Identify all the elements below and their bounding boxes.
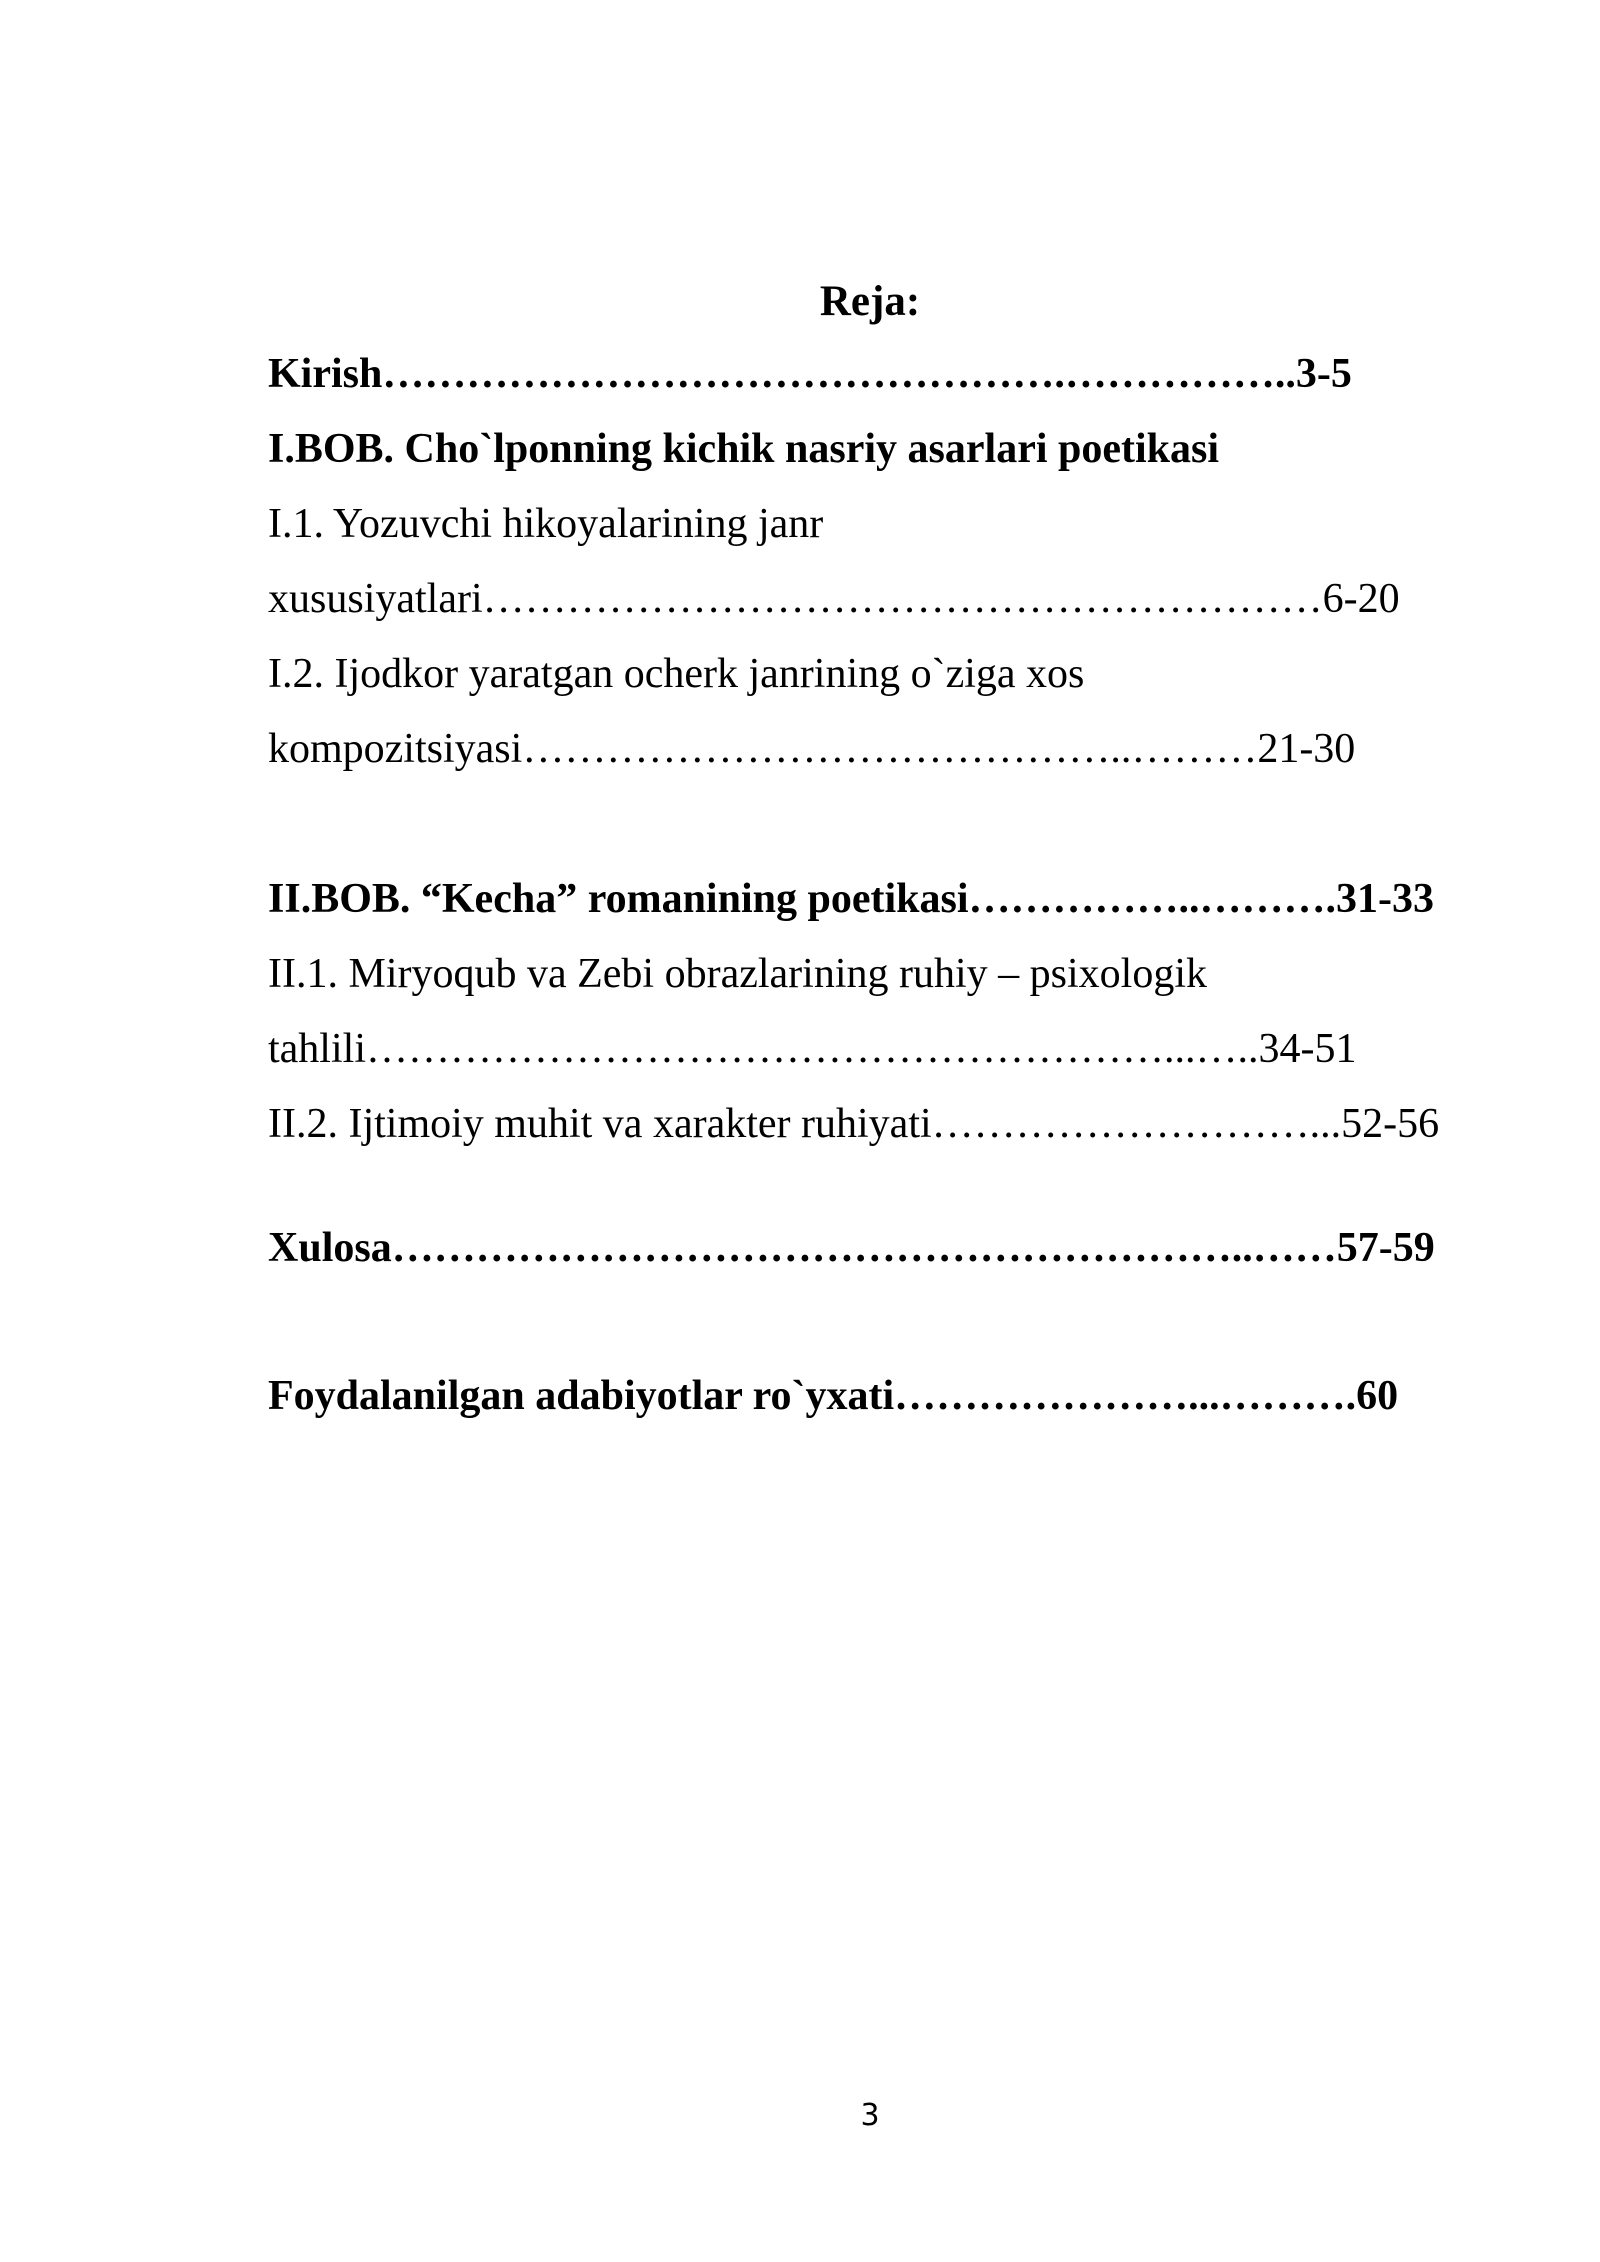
toc-entry-kirish: Kirish………………………………………….……………..3-5 (268, 351, 1352, 397)
toc-entry-chapter-1: I.BOB. Cho`lponning kichik nasriy asarlari poetikasi (268, 426, 1220, 472)
toc-heading: Reja: (819, 278, 921, 325)
toc-entry-section-2-1-line-1: II.1. Miryoqub va Zebi obrazlarining ruhiy – psixologik (268, 951, 1207, 997)
toc-entry-bibliography: Foydalanilgan adabiyotlar ro`yxati…………………...……….60 (268, 1373, 1399, 1419)
toc-entry-section-2-1-line-2: tahlili…………………………………………………...…..34-51 (268, 1026, 1357, 1072)
toc-entry-chapter-2: II.BOB. “Kecha” romanining poetikasi……………..……….31-33 (268, 876, 1434, 922)
toc-entry-section-1-1-line-1: I.1. Yozuvchi hikoyalarining janr (268, 501, 824, 547)
toc-entry-section-1-2-line-1: I.2. Ijodkor yaratgan ocherk janrining o`ziga xos (268, 651, 1085, 697)
toc-entry-section-1-2-line-2: kompozitsiyasi……………………………………..………21-30 (268, 726, 1356, 772)
toc-entry-section-1-1-line-2: xususiyatlari……………………………………………………6-20 (268, 576, 1400, 622)
page-number: 3 (860, 2098, 880, 2133)
toc-entry-xulosa: Xulosa……………………………………………………..……57-59 (268, 1225, 1435, 1271)
toc-entry-section-2-2: II.2. Ijtimoiy muhit va xarakter ruhiyati………………………...52-56 (268, 1101, 1440, 1147)
